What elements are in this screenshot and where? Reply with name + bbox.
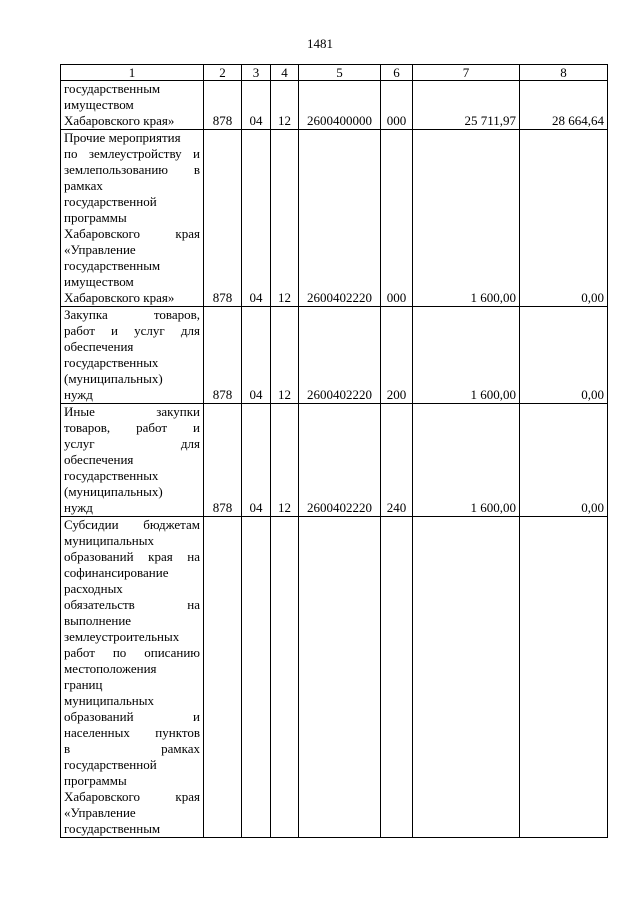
column-header-2: 2 [204, 65, 242, 81]
row-name-cell [61, 307, 204, 404]
cell-col7: 1 600,00 [413, 404, 520, 517]
cell-col8: 28 664,64 [520, 81, 608, 130]
row-name-line: выполнение [64, 613, 132, 628]
cell-col8 [520, 517, 608, 838]
cell-col4: 12 [271, 404, 299, 517]
row-name-line: Иные закупки [64, 404, 200, 419]
cell-col4 [271, 517, 299, 838]
cell-col3: 04 [242, 130, 271, 307]
row-name-line: государственных [64, 355, 159, 370]
row-name-cell [61, 517, 204, 838]
row-name-line: «Управление [64, 242, 136, 257]
cell-col5: 2600400000 [299, 81, 381, 130]
row-name-line: (муниципальных) [64, 371, 163, 386]
table-row [61, 81, 608, 130]
row-name-cell [61, 130, 204, 307]
row-name-line: программы [64, 210, 127, 225]
row-name-line: Хабаровского края [64, 226, 200, 241]
column-header-3: 3 [242, 65, 271, 81]
row-name-line: государственной [64, 194, 157, 209]
cell-col6: 240 [381, 404, 413, 517]
row-name-line: программы [64, 773, 127, 788]
row-name-line: государственным [64, 821, 161, 836]
page-number: 1481 [307, 36, 333, 51]
cell-col4: 12 [271, 81, 299, 130]
row-name-line: по землеустройству и [64, 146, 200, 161]
cell-col4: 12 [271, 130, 299, 307]
column-header-7: 7 [413, 65, 520, 81]
cell-col2: 878 [204, 404, 242, 517]
row-name-line: имуществом [64, 274, 134, 289]
row-name-cell [61, 404, 204, 517]
row-name-line: Прочие мероприятия [64, 130, 181, 145]
table-row [61, 307, 608, 404]
cell-col8: 0,00 [520, 404, 608, 517]
cell-col7: 1 600,00 [413, 130, 520, 307]
column-header-8: 8 [520, 65, 608, 81]
row-name-line: работ и услуг для [64, 323, 200, 338]
row-name-line: Хабаровского края» [64, 113, 175, 128]
cell-col2: 878 [204, 130, 242, 307]
cell-col5 [299, 517, 381, 838]
row-name-line: Хабаровского края» [64, 290, 175, 305]
cell-col3: 04 [242, 307, 271, 404]
row-name-line: обеспечения [64, 339, 134, 354]
cell-col8: 0,00 [520, 130, 608, 307]
cell-col4: 12 [271, 307, 299, 404]
cell-col2: 878 [204, 307, 242, 404]
cell-col6: 000 [381, 130, 413, 307]
row-name-line: государственным [64, 258, 161, 273]
row-name-line: услуг для [64, 436, 200, 451]
row-name-line: государственным [64, 81, 161, 96]
budget-table [60, 64, 608, 838]
cell-col7: 1 600,00 [413, 307, 520, 404]
cell-col5: 2600402220 [299, 130, 381, 307]
cell-col6 [381, 517, 413, 838]
row-name-line: работ по описанию [64, 645, 200, 660]
row-name-line: рамках [64, 178, 103, 193]
row-name-line: софинансирование [64, 565, 169, 580]
cell-col7: 25 711,97 [413, 81, 520, 130]
row-name-cell [61, 81, 204, 130]
row-name-line: (муниципальных) [64, 484, 163, 499]
row-name-line: землепользованию в [64, 162, 200, 177]
cell-col2: 878 [204, 81, 242, 130]
row-name-line: государственных [64, 468, 159, 483]
row-name-line: землеустроительных [64, 629, 180, 644]
row-name-line: муниципальных [64, 533, 155, 548]
row-name-line: нужд [64, 387, 93, 402]
cell-col3 [242, 517, 271, 838]
row-name-line: обеспечения [64, 452, 134, 467]
row-name-line: местоположения [64, 661, 157, 676]
column-header-4: 4 [271, 65, 299, 81]
column-header-6: 6 [381, 65, 413, 81]
row-name-line: образований края на [64, 549, 200, 564]
column-header-5: 5 [299, 65, 381, 81]
row-name-line: расходных [64, 581, 123, 596]
cell-col3: 04 [242, 404, 271, 517]
row-name-line: нужд [64, 500, 93, 515]
row-name-line: Закупка товаров, [64, 307, 200, 322]
cell-col5: 2600402220 [299, 307, 381, 404]
row-name-line: товаров, работ и [64, 420, 200, 435]
header-row [61, 65, 608, 81]
row-name-line: Субсидии бюджетам [64, 517, 200, 532]
row-name-line: обязательств на [64, 597, 200, 612]
cell-col6: 200 [381, 307, 413, 404]
cell-col2 [204, 517, 242, 838]
cell-col5: 2600402220 [299, 404, 381, 517]
row-name-line: имуществом [64, 97, 134, 112]
table-row [61, 404, 608, 517]
column-header-1: 1 [61, 65, 204, 81]
table-body [61, 65, 608, 838]
cell-col3: 04 [242, 81, 271, 130]
table-row [61, 517, 608, 838]
row-name-line: Хабаровского края [64, 789, 200, 804]
cell-col6: 000 [381, 81, 413, 130]
row-name-line: границ [64, 677, 103, 692]
row-name-line: муниципальных [64, 693, 155, 708]
row-name-line: в рамках [64, 741, 200, 756]
row-name-line: населенных пунктов [64, 725, 200, 740]
row-name-line: государственной [64, 757, 157, 772]
table-row [61, 130, 608, 307]
cell-col8: 0,00 [520, 307, 608, 404]
row-name-line: образований и [64, 709, 200, 724]
cell-col7 [413, 517, 520, 838]
row-name-line: «Управление [64, 805, 136, 820]
